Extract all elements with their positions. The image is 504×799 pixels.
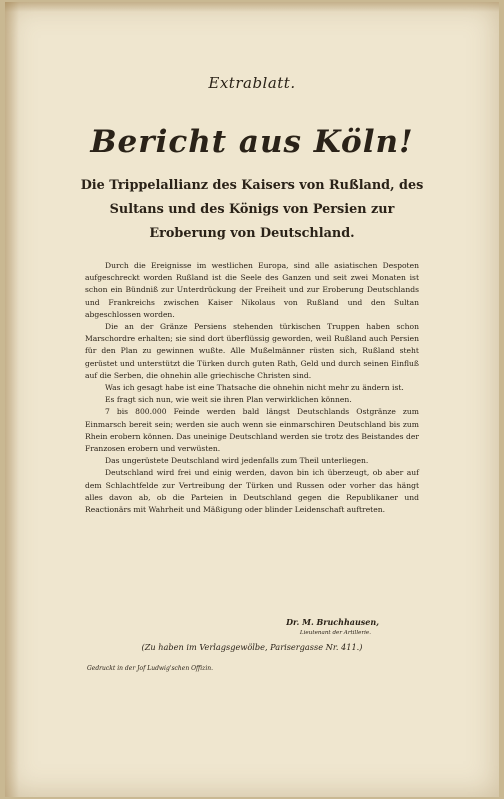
subheadline: Die Trippelallianz des Kaisers von Rußland, des Sultans und des Königs von Persien zur Eroberung von Deutschland. bbox=[80, 178, 424, 241]
paragraph: Es fragt sich nun, wie weit sie ihren Plan verwirklichen können. bbox=[105, 395, 352, 405]
author-signature: Dr. M. Bruchhausen, bbox=[286, 617, 379, 627]
paragraph: Was ich gesagt habe ist eine Thatsache die ohnehin nicht mehr zu ändern ist. bbox=[105, 383, 404, 393]
availability-note: (Zu haben im Verlagsgewölbe, Parisergasse Nr. 411.) bbox=[141, 642, 363, 652]
paragraph: Durch die Ereignisse im westlichen Europa, sind alle asiatischen Despoten aufgeschreckt worden Rußland ist die Seele des Ganzen und seit zwei Monaten ist schon ein Bündniß zur Unterdrückung der Freiheit und zur Eroberung Deutschlands und Frankreichs zwischen Kaiser Nikolaus von Rußland und den Sultan abgeschlossen worden. bbox=[85, 261, 419, 319]
paper-edge-stain bbox=[5, 2, 19, 797]
paragraph: 7 bis 800.000 Feinde werden bald längst Deutschlands Ostgränze zum Einmarsch bereit sein; werden sie auch wenn sie einmarschiren Deutschland bis zum Rhein erobern können. Das uneinige Deutschland werden sie trotz des Beistandes der Franzosen erobern und verwüsten. bbox=[85, 407, 419, 454]
paragraph: Deutschland wird frei und einig werden, davon bin ich überzeugt, ob aber auf dem Schlachtfelde zur Vertreibung der Türken und Russen oder vorher das hängt alles davon ab, ob die Parteien in Deutschland gegen die Republikaner und Reactionärs mit Wahrheit und Mäßigung oder blinder Leidenschaft auftreten. bbox=[85, 468, 419, 515]
headline: Bericht aus Köln! bbox=[90, 124, 414, 160]
kicker-extrablatt: Extrablatt. bbox=[208, 74, 296, 92]
broadsheet-page bbox=[5, 2, 499, 797]
article-body bbox=[85, 260, 419, 516]
author-rank: Lieutenant der Artillerie. bbox=[299, 630, 371, 636]
paper-top-stain bbox=[5, 2, 499, 12]
printer-imprint: Gedruckt in der Jof Ludwig'schen Offizin. bbox=[87, 665, 214, 672]
paragraph: Die an der Gränze Persiens stehenden türkischen Truppen haben schon Marschordre erhalten; sie sind dort überflüssig geworden, weil Rußland auch Persien für den Plan zu gewinnen wußte. Alle Mußelmänner rüsten sich, Rußland steht gerüstet und unterstützt die Türken durch guten Rath, Geld und durch seinen Einfluß auf die Serben, die ohnehin alle griechische Christen sind. bbox=[85, 322, 419, 380]
paragraph: Das ungerüstete Deutschland wird jedenfalls zum Theil unterliegen. bbox=[105, 456, 369, 466]
